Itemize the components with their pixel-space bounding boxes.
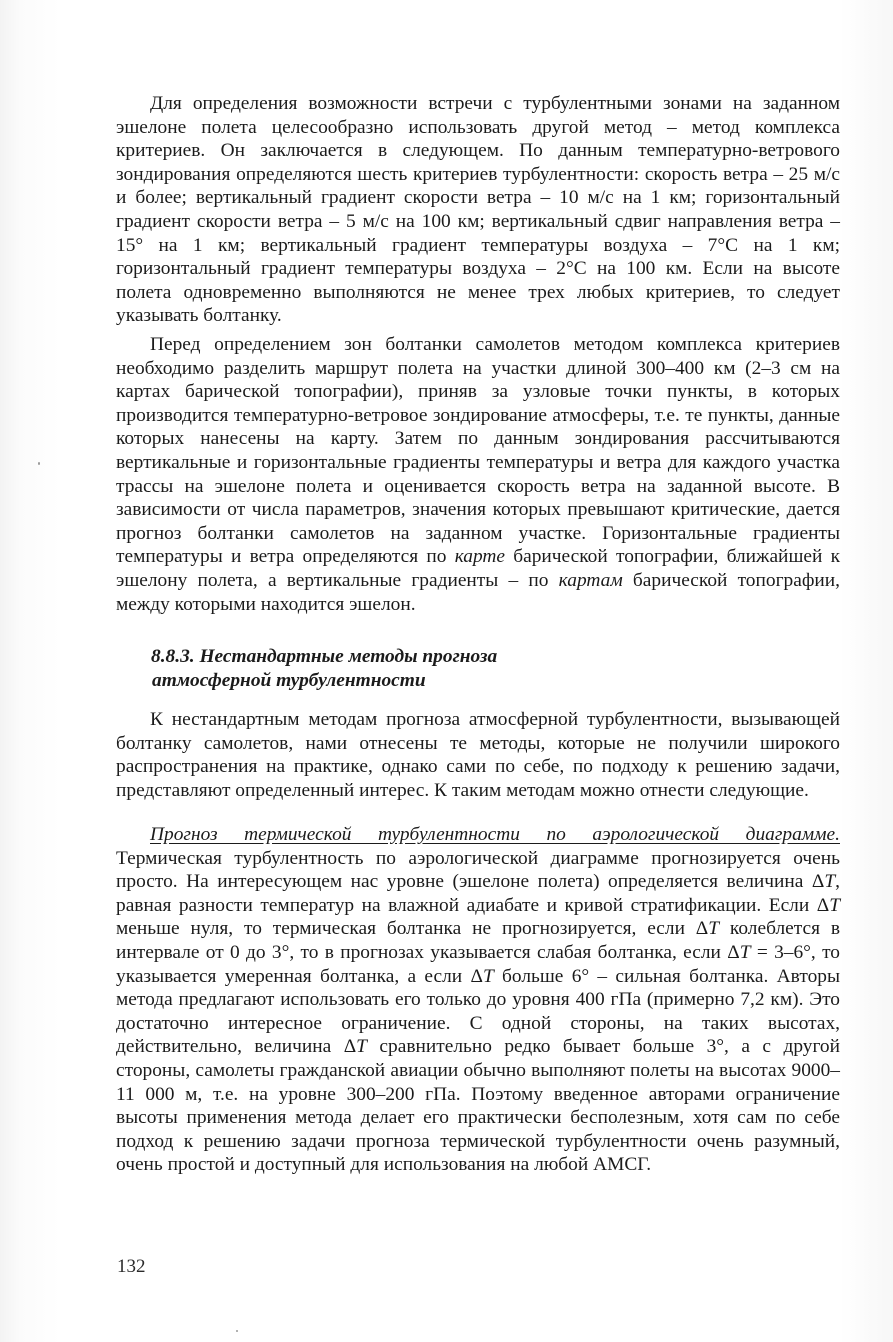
text-run: сравнительно редко бывает больше 3°, а с другой стороны, самолеты гражданской авиации обычно выполняют полеты на высотах 9000–11 000 м, т.е. на уровне 300–200 гПа. Поэтому введенное авторами ограничение высоты применения метода делает его практически бесполезным, хотя сам по себе подход к решению задачи прогноза термической турбулентности очень разумный, очень простой и доступный для использования на любой АМСГ. [116,1036,840,1176]
section-heading [151,645,711,692]
text-run: = 3–6°, то указывается умеренная болтанка, а если Δ [116,941,840,987]
text-run: барической топографии, ближайшей к эшелону полета, а вертикальные градиенты – по [116,546,841,591]
paragraph-text [116,823,840,1177]
paragraph-complex-criteria-method [116,92,840,328]
symbol-t: T [482,965,494,987]
paragraph-thermal-turbulence-forecast [116,823,840,1177]
text-run: колеблется в интервале от 0 до 3°, то в прогнозах указывается слабая болтанка, если Δ [116,918,840,963]
scan-speck [236,1330,238,1332]
italic-word-karte: карте [454,546,506,568]
text-run: меньше нуля, то термическая болтанка не прогнозируется, если Δ [116,918,709,940]
symbol-t: T [356,1036,367,1058]
text-run: , равная разности температур на влажной адиабате и кривой стратификации. Если Δ [116,871,840,916]
text-run: Термическая турбулентность по аэрологической диаграмме прогнозируется очень просто. На интересующем нас уровне (эшелоне полета) определяется величина Δ [116,847,840,893]
text-run: Перед определением зон болтанки самолетов методом комплекса критериев необходимо разделить маршрут полета на участки длиной 300–400 км (2–3 см на картах барической топографии), приняв за узловые точки пункты, в которых производится температурно-ветровое зондирование атмосферы, т.е. те пункты, данные которых нанесены на карту. Затем по данным зондирования рассчитываются вертикальные и горизонтальные градиенты температуры и ветра для каждого участка трассы на эшелоне полета и оценивается скорость ветра на заданной высоте. В зависимости от числа параметров, значения которых превышают критические, дается прогноз болтанки самолетов на заданном участке. Горизонтальные градиенты температуры и ветра определяются по [116,334,840,568]
page-number: 132 [117,1256,146,1277]
paragraph-route-division [116,333,840,616]
symbol-t: T [739,941,751,963]
paragraph-text: К нестандартным методам прогноза атмосферной турбулентности, вызывающей болтанку самолетов, нами отнесены те методы, которые не получили широкого распространения на практике, однако сами по себе, по подходу к решению задачи, представляют определенный интерес. К таким методам можно отнести следующие. [116,709,840,801]
text-run: барической топографии, между которыми находится эшелон. [116,569,840,615]
section-heading-line-1: 8.8.3. Нестандартные методы прогноза [151,646,498,667]
symbol-t: T [708,918,720,940]
subsection-run-in-heading: Прогноз термической турбулентности по аэрологической диаграмме. [150,824,840,845]
paragraph-text: Для определения возможности встречи с турбулентными зонами на заданном эшелоне полета целесообразно использовать другой метод – метод комплекса критериев. Он заключается в следующем. По данным температурно-ветрового зондирования определяются шесть критериев турбулентности: скорость ветра – 25 м/с и более; вертикальный градиент скорости ветра – 10 м/с на 1 км; горизонтальный градиент скорости ветра – 5 м/с на 100 км; вертикальный сдвиг направления ветра – 15° на 1 км; вертикальный градиент температуры воздуха – 7°С на 1 км; горизонтальный градиент температуры воздуха – 2°С на 100 км. Если на высоте полета одновременно выполняются не менее трех любых критериев, то следует указывать болтанку. [116,93,840,327]
paragraph-nonstandard-methods-intro [116,708,840,802]
symbol-t: T [829,894,840,916]
italic-word-kartam: картам [558,569,623,591]
symbol-t: T [824,871,836,893]
paragraph-text [116,333,840,616]
section-heading-line-2: атмосферной турбулентности [152,669,426,691]
scan-speck [38,462,40,465]
text-run: больше 6° – сильная болтанка. Авторы метода предлагают использовать его только до уровня 400 гПа (примерно 7,2 км). Это достаточно интересное ограничение. С одной стороны, на таких высотах, действительно, величина Δ [116,965,840,1058]
